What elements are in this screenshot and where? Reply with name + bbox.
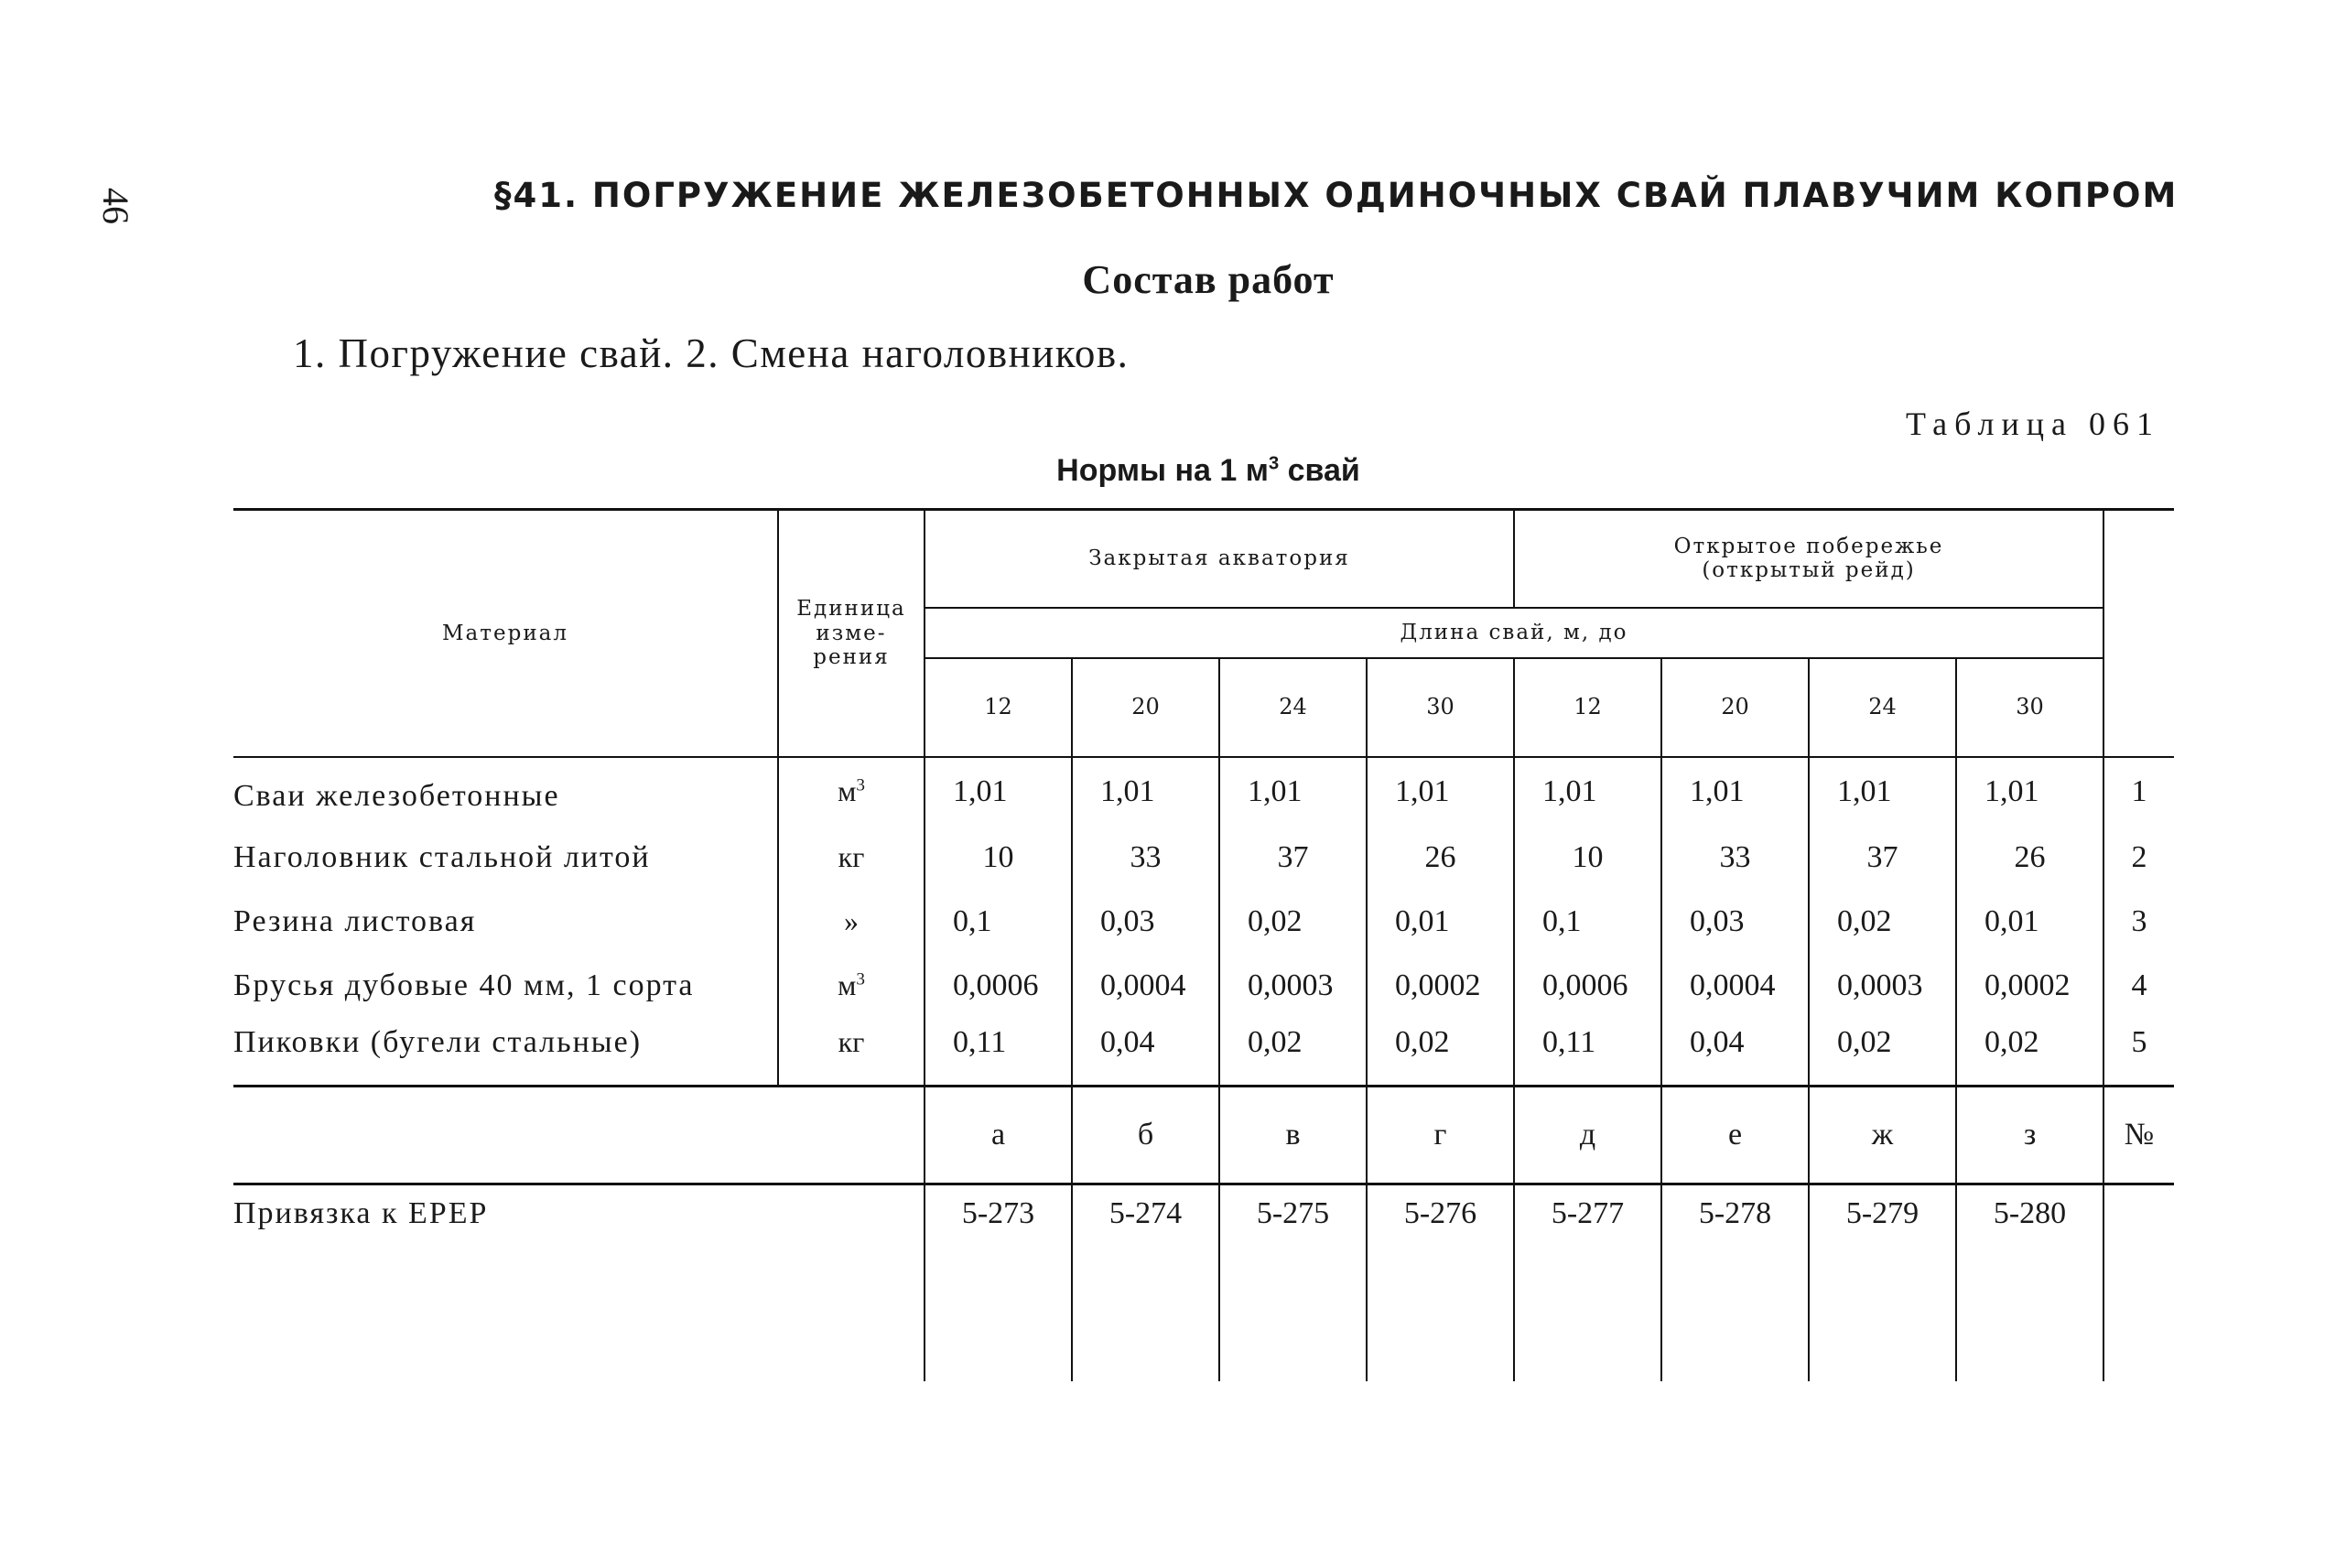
norm-value: 1,01 xyxy=(1956,757,2103,826)
header-unit: Единица изме- рения xyxy=(778,510,925,757)
norm-value: 1,01 xyxy=(1367,757,1514,826)
norm-value: 10 xyxy=(925,826,1072,890)
column-letter: г xyxy=(1367,1087,1514,1184)
table-row xyxy=(233,757,2174,826)
row-number: 2 xyxy=(2103,826,2174,890)
norm-value: 1,01 xyxy=(1514,757,1661,826)
binding-empty-cell xyxy=(2103,1184,2174,1381)
norm-value: 0,1 xyxy=(925,890,1072,954)
row-number: 5 xyxy=(2103,1018,2174,1087)
norm-value: 0,04 xyxy=(1661,1018,1809,1087)
norm-value: 1,01 xyxy=(925,757,1072,826)
norm-value: 0,0003 xyxy=(1809,954,1956,1018)
norm-value: 0,0006 xyxy=(1514,954,1661,1018)
norm-value: 0,02 xyxy=(1219,1018,1367,1087)
norm-value: 0,03 xyxy=(1661,890,1809,954)
work-composition-heading: Состав работ xyxy=(1082,257,1335,302)
header-length-value: 20 xyxy=(1072,658,1219,757)
number-symbol: № xyxy=(2103,1087,2174,1184)
norm-value: 0,02 xyxy=(1809,890,1956,954)
binding-code: 5-273 xyxy=(925,1184,1072,1381)
norm-value: 1,01 xyxy=(1809,757,1956,826)
norm-value: 0,0004 xyxy=(1072,954,1219,1018)
section-title: §41. ПОГРУЖЕНИЕ ЖЕЛЕЗОБЕТОННЫХ ОДИНОЧНЫХ СВАЙ ПЛАВУЧИМ КОПРОМ xyxy=(494,176,2179,215)
header-length-value: 24 xyxy=(1809,658,1956,757)
row-number: 4 xyxy=(2103,954,2174,1018)
norm-value: 0,02 xyxy=(1367,1018,1514,1087)
norm-value: 0,02 xyxy=(1219,890,1367,954)
norm-value: 0,01 xyxy=(1367,890,1514,954)
material-name: Резина листовая xyxy=(233,903,477,938)
table-row xyxy=(233,954,2174,1018)
binding-label: Привязка к ЕРЕР xyxy=(233,1196,489,1230)
norm-value: 0,11 xyxy=(925,1018,1072,1087)
header-length-value: 30 xyxy=(1367,658,1514,757)
material-name: Наголовник стальной литой xyxy=(233,839,651,874)
norm-value: 0,1 xyxy=(1514,890,1661,954)
norm-value: 0,03 xyxy=(1072,890,1219,954)
norm-value: 0,0003 xyxy=(1219,954,1367,1018)
column-letter: в xyxy=(1219,1087,1367,1184)
material-name: Пиковки (бугели стальные) xyxy=(233,1024,643,1059)
norm-value: 0,11 xyxy=(1514,1018,1661,1087)
caption-superscript: 3 xyxy=(1268,453,1280,474)
column-letter: з xyxy=(1956,1087,2103,1184)
norm-value: 37 xyxy=(1809,826,1956,890)
norm-value: 0,01 xyxy=(1956,890,2103,954)
norm-value: 33 xyxy=(1661,826,1809,890)
norm-value: 0,04 xyxy=(1072,1018,1219,1087)
material-name: Сваи железобетонные xyxy=(233,778,560,813)
header-material: Материал xyxy=(233,510,778,757)
material-unit: » xyxy=(778,890,925,954)
table-row xyxy=(233,890,2174,954)
material-unit: $м^3$ xyxy=(778,954,925,1018)
binding-code: 5-279 xyxy=(1809,1184,1956,1381)
column-letter: б xyxy=(1072,1087,1219,1184)
norm-value: 26 xyxy=(1367,826,1514,890)
table-row xyxy=(233,826,2174,890)
header-open-coast-line2: (открытый рейд) xyxy=(1702,558,1916,583)
binding-code: 5-274 xyxy=(1072,1184,1219,1381)
work-composition-text: 1. Погружение свай. 2. Смена наголовников. xyxy=(293,330,1130,376)
norm-value: 1,01 xyxy=(1661,757,1809,826)
header-length-value: 12 xyxy=(925,658,1072,757)
header-number-column xyxy=(2103,510,2174,757)
header-length-value: 20 xyxy=(1661,658,1809,757)
column-letter: а xyxy=(925,1087,1072,1184)
table-caption xyxy=(0,453,2325,489)
norms-table xyxy=(233,508,2174,1381)
material-unit: кг xyxy=(778,826,925,890)
norm-value: 33 xyxy=(1072,826,1219,890)
binding-code: 5-278 xyxy=(1661,1184,1809,1381)
header-open-coast-line1: Открытое побережье xyxy=(1673,534,1944,558)
column-letter: ж xyxy=(1809,1087,1956,1184)
material-unit: $м^3$ xyxy=(778,757,925,826)
binding-row xyxy=(233,1184,2174,1381)
norm-value: 0,02 xyxy=(1956,1018,2103,1087)
header-length-value: 30 xyxy=(1956,658,2103,757)
header-length-value: 24 xyxy=(1219,658,1367,757)
material-name: Брусья дубовые 40 мм, 1 сорта xyxy=(233,968,695,1002)
page-number: 46 xyxy=(95,188,136,224)
column-letter-row xyxy=(233,1087,2174,1184)
norm-value: 26 xyxy=(1956,826,2103,890)
table-row xyxy=(233,1018,2174,1087)
norm-value: 37 xyxy=(1219,826,1367,890)
norm-value: 1,01 xyxy=(1219,757,1367,826)
norm-value: 10 xyxy=(1514,826,1661,890)
norm-value: 0,02 xyxy=(1809,1018,1956,1087)
row-number: 1 xyxy=(2103,757,2174,826)
norm-value: 0,0006 xyxy=(925,954,1072,1018)
header-closed-water: Закрытая акватория xyxy=(925,510,1514,608)
material-unit: кг xyxy=(778,1018,925,1087)
header-row-groups xyxy=(233,510,2174,608)
column-letter: е xyxy=(1661,1087,1809,1184)
header-open-coast xyxy=(1514,510,2103,608)
binding-code: 5-280 xyxy=(1956,1184,2103,1381)
header-length-value: 12 xyxy=(1514,658,1661,757)
caption-text: Нормы на 1 м xyxy=(1056,453,1269,488)
column-letter: д xyxy=(1514,1087,1661,1184)
binding-code: 5-277 xyxy=(1514,1184,1661,1381)
table-number: Таблица 061 xyxy=(1906,406,2160,442)
norm-value: 0,0004 xyxy=(1661,954,1809,1018)
row-number: 3 xyxy=(2103,890,2174,954)
binding-code: 5-275 xyxy=(1219,1184,1367,1381)
header-pile-length: Длина свай, м, до xyxy=(925,608,2103,658)
norm-value: 0,0002 xyxy=(1956,954,2103,1018)
caption-text-end: свай xyxy=(1279,453,1360,488)
binding-code: 5-276 xyxy=(1367,1184,1514,1381)
column-letter-spacer xyxy=(233,1087,925,1184)
norm-value: 1,01 xyxy=(1072,757,1219,826)
norm-value: 0,0002 xyxy=(1367,954,1514,1018)
